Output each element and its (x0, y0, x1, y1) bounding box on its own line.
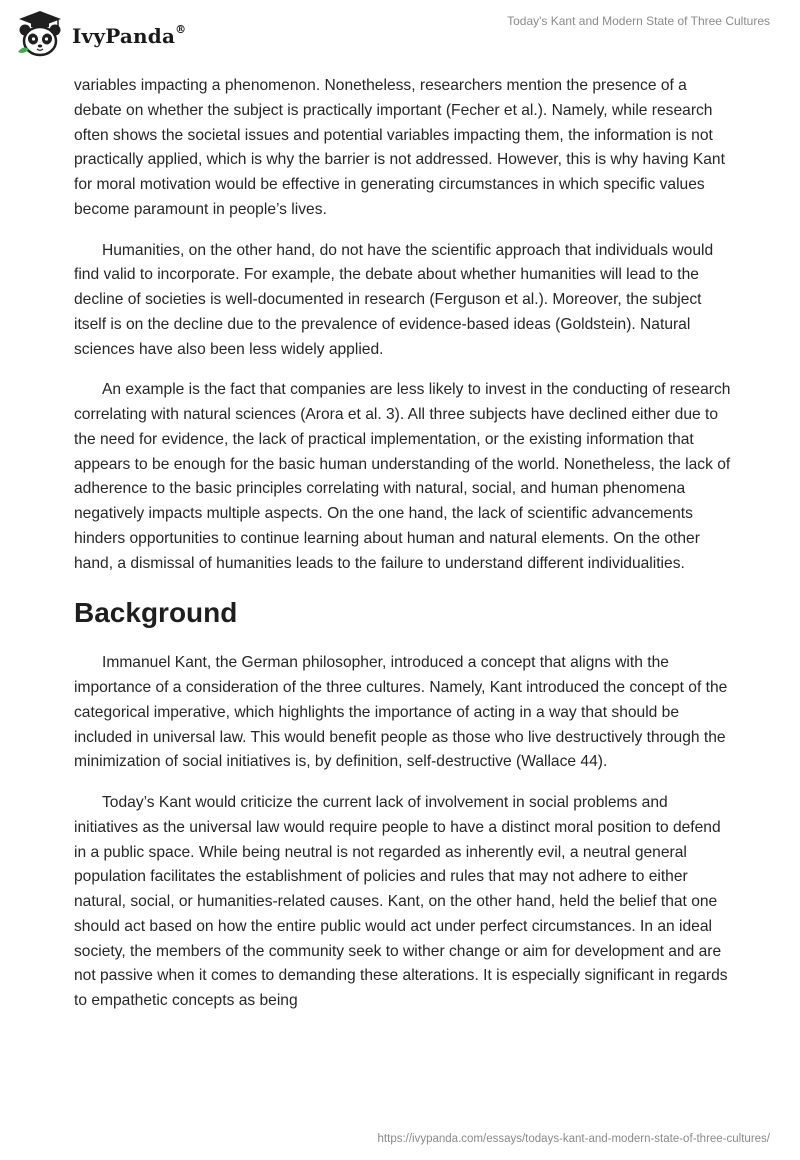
source-url[interactable]: https://ivypanda.com/essays/todays-kant-and-modern-state-of-three-cultures/ (377, 1133, 770, 1145)
paragraph: variables impacting a phenomenon. Nonetheless, researchers mention the presence of a debate on whether the subject is practically important (Fecher et al.). Namely, while research often shows the societal issues and potential variables impacting them, the information is not practically applied, which is why the barrier is not addressed. However, this is why having Kant for moral motivation would be effective in generating circumstances in which specific values become paramount in people’s lives. (74, 77, 725, 218)
brand-name: IvyPanda® (72, 23, 187, 48)
document-title: Today's Kant and Modern State of Three Cultures (507, 14, 770, 28)
page-header (0, 0, 800, 70)
brand-logo[interactable] (14, 8, 186, 60)
paragraph: Immanuel Kant, the German philosopher, introduced a concept that aligns with the importance of a consideration of the three cultures. Namely, Kant introduced the concept of the categorical imperative, which highlights the importance of acting in a way that should be included in universal law. This would benefit people as those who live destructively through the minimization of social initiatives is, by definition, self-destructive (Wallace 44). (74, 654, 728, 771)
section-heading: Background (74, 597, 238, 629)
panda-graduate-icon (14, 8, 66, 60)
paragraph: An example is the fact that companies are less likely to invest in the conducting of research correlating with natural sciences (Arora et al. 3). All three subjects have declined either due to the need for evidence, the lack of practical implementation, or the existing information that appears to be enough for the basic human understanding of the world. Nonetheless, the lack of adherence to the basic principles correlating with natural, social, and human phenomena negatively impacts multiple aspects. On the one hand, the lack of scientific advancements hinders opportunities to continue learning about human and natural elements. On the other hand, a dismissal of humanities leads to the failure to understand different individualities. (74, 381, 731, 572)
essay-body (74, 74, 734, 1014)
paragraph: Humanities, on the other hand, do not have the scientific approach that individuals would find valid to incorporate. For example, the debate about whether humanities will lead to the decline of societies is well-documented in research (Ferguson et al.). Moreover, the subject itself is on the decline due to the prevalence of evidence-based ideas (Goldstein). Natural sciences have also been less widely applied. (74, 241, 714, 358)
paragraph: Today’s Kant would criticize the current lack of involvement in social problems and initiatives as the universal law would require people to have a distinct moral position to defend in a public space. While being neutral is not regarded as inherently evil, a neutral general population facilitates the establishment of policies and rules that may not adhere to either natural, social, or humanities-related causes. Kant, on the other hand, held the belief that one should act based on how the entire public would act under perfect circumstances. In an ideal society, the members of the community seek to wither change or aim for development and are not passive when it comes to demanding these alterations. It is especially significant in regards to empathetic concepts as being (74, 794, 728, 1009)
